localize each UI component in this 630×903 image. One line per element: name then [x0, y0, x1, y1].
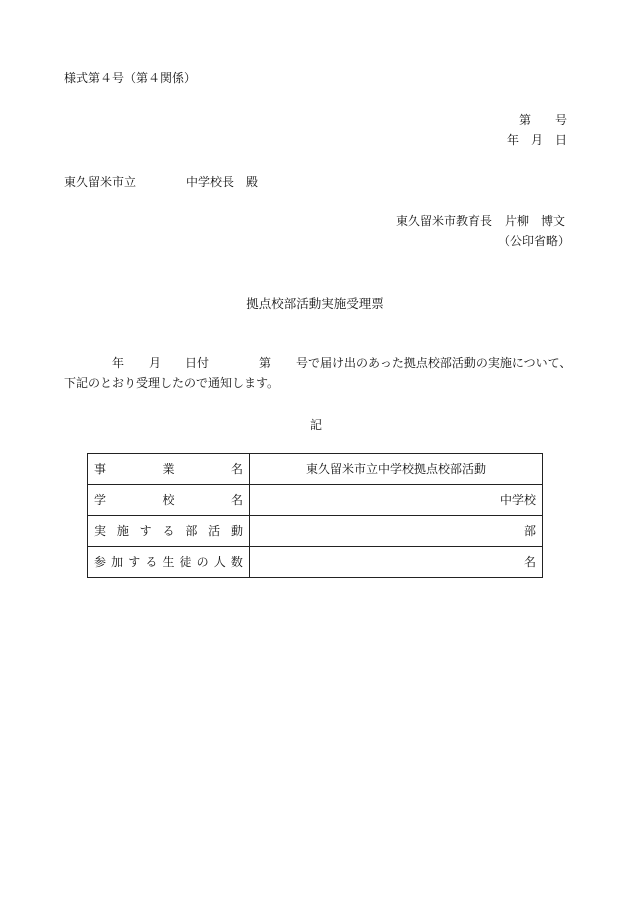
doc-number-go: 号	[555, 113, 568, 127]
label-cell-club-activity	[88, 516, 250, 547]
label-char: 人	[213, 555, 226, 569]
body-date-suffix: 日付	[185, 356, 210, 370]
body-year: 年	[112, 356, 125, 370]
date-month: 月	[531, 133, 544, 147]
label-cell-project-name	[88, 454, 250, 485]
table-row	[88, 516, 543, 547]
label-char: 参	[94, 555, 107, 569]
label-char: る	[162, 524, 175, 538]
seal-omitted-note: （公印省略）	[498, 234, 571, 248]
participant-count-value: 名	[250, 547, 543, 578]
label-char: 名	[230, 462, 243, 476]
label-char: 校	[162, 493, 175, 507]
label-char: 名	[230, 493, 243, 507]
doc-number-dai: 第	[519, 113, 532, 127]
label-char: 部	[185, 524, 198, 538]
label-char: 徒	[179, 555, 192, 569]
label-char: 施	[116, 524, 129, 538]
sender-title: 東久留米市教育長	[396, 214, 493, 228]
label-char: 学	[94, 493, 107, 507]
label-char: す	[128, 555, 141, 569]
table-row	[88, 485, 543, 516]
ki-heading: 記	[310, 418, 323, 432]
label-char: 活	[208, 524, 221, 538]
label-char: す	[139, 524, 152, 538]
form-number: 様式第４号（第４関係）	[64, 71, 197, 85]
label-char: の	[196, 555, 209, 569]
label-char: 生	[162, 555, 175, 569]
sender-name: 片柳 博文	[505, 214, 566, 228]
body-text-line2: 下記のとおり受理したので通知します。	[64, 376, 280, 390]
table-row	[88, 547, 543, 578]
label-cell-participant-count	[88, 547, 250, 578]
project-name-value: 東久留米市立中学校拠点校部活動	[250, 454, 543, 485]
recipient-principal-title: 中学校長	[186, 175, 235, 189]
table-row	[88, 454, 543, 485]
school-name-value: 中学校	[250, 485, 543, 516]
label-char: 事	[94, 462, 107, 476]
date-day: 日	[555, 133, 568, 147]
label-char: る	[145, 555, 158, 569]
label-char: 動	[230, 524, 243, 538]
label-char: 業	[162, 462, 175, 476]
label-char: 数	[230, 555, 243, 569]
recipient-honorific: 殿	[246, 175, 259, 189]
label-char: 加	[111, 555, 124, 569]
body-month: 月	[149, 356, 162, 370]
body-text-line1: 号で届け出のあった拠点校部活動の実施について、	[296, 356, 572, 370]
document-title: 拠点校部活動実施受理票	[246, 296, 384, 311]
club-activity-value: 部	[250, 516, 543, 547]
label-char: 実	[94, 524, 107, 538]
label-cell-school-name	[88, 485, 250, 516]
recipient-city-school: 東久留米市立	[64, 175, 137, 189]
body-number-dai: 第	[259, 356, 272, 370]
record-table	[87, 453, 543, 578]
date-year: 年	[507, 133, 520, 147]
